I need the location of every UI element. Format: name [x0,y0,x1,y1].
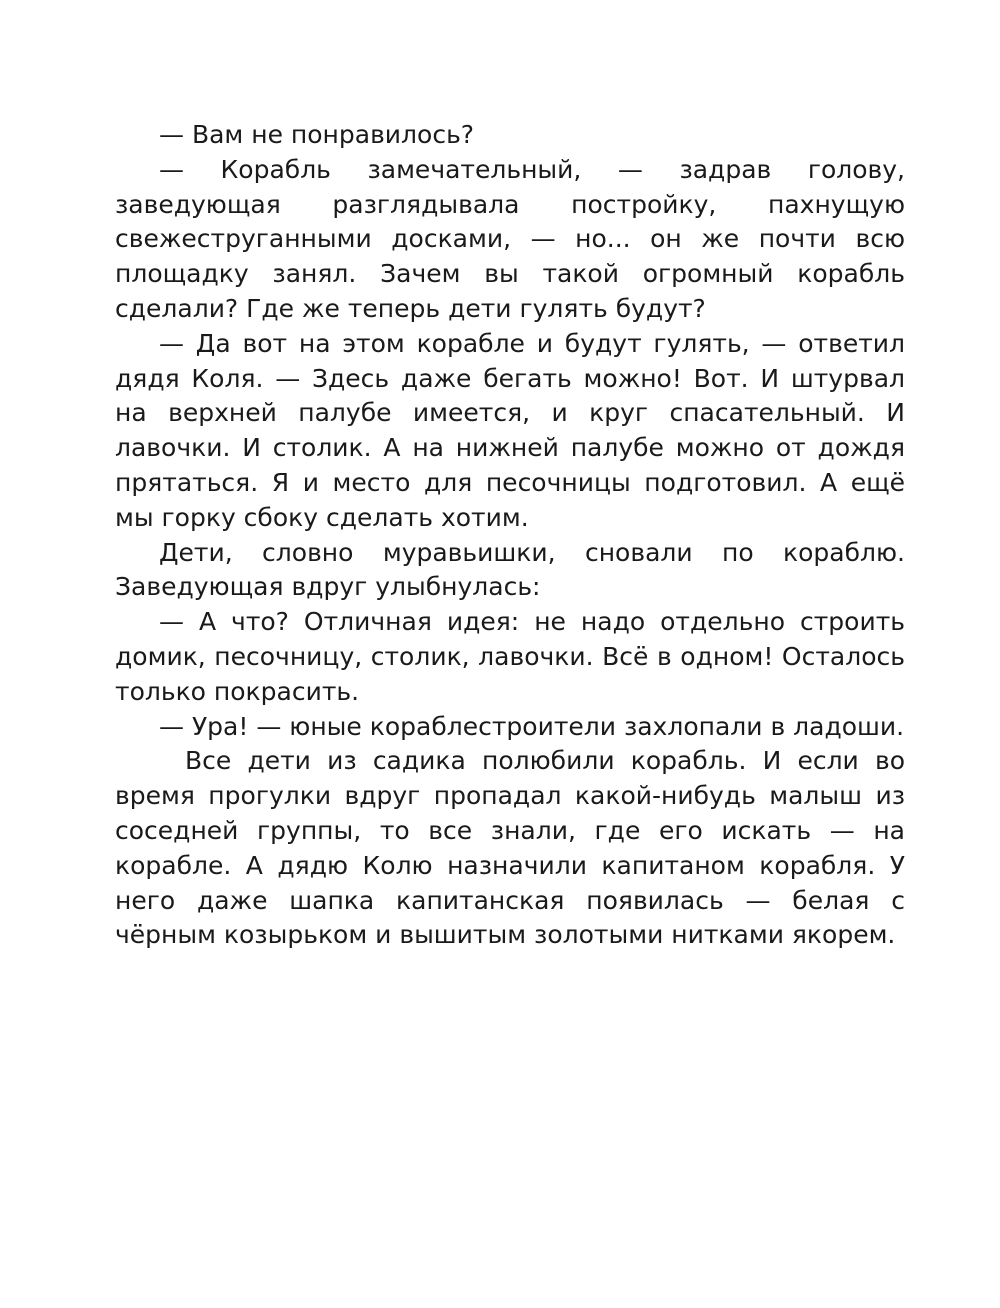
paragraph-1: — Вам не понравилось? [159,120,475,149]
paragraph-7: Все дети из садика полюбили корабль. И если во время прогулки вдруг пропадал какой-нибудь малыш из соседней группы, то все знали, где его искать — на корабле. А дядю Колю назначили капитаном корабля. У него даже шапка капитанская появилась — белая с чёрным козырьком и вышитым золотыми нитками якорем. [115,746,905,950]
paragraph-2: — Корабль замечательный, — задрав голову, заведующая разглядывала постройку, пахнущую свежеструганными досками, — но... он же почти всю площадку занял. Зачем вы такой огромный корабль сделали? Где же теперь дети гулять будут? [115,154,905,323]
paragraph-6: — Ура! — юные кораблестроители захлопали в ладоши. [159,711,905,741]
paragraph-3: — Да вот на этом корабле и будут гулять, — ответил дядя Коля. — Здесь даже бегать можно! Вот. И штурвал на верхней палубе имеется, и круг спасательный. И лавочки. И столик. А на нижней палубе можно от дождя прятаться. Я и место для песочницы подготовил. А ещё мы горку сбоку сделать хотим. [115,328,905,532]
story-text [115,118,905,953]
paragraph-5: — А что? Отличная идея: не надо отдельно строить домик, песочницу, столик, лавочки. Всё в одном! Осталось только покрасить. [115,607,905,706]
paragraph-4: Дети, словно муравьишки, сновали по кораблю. Заведующая вдруг улыбнулась: [115,537,905,602]
